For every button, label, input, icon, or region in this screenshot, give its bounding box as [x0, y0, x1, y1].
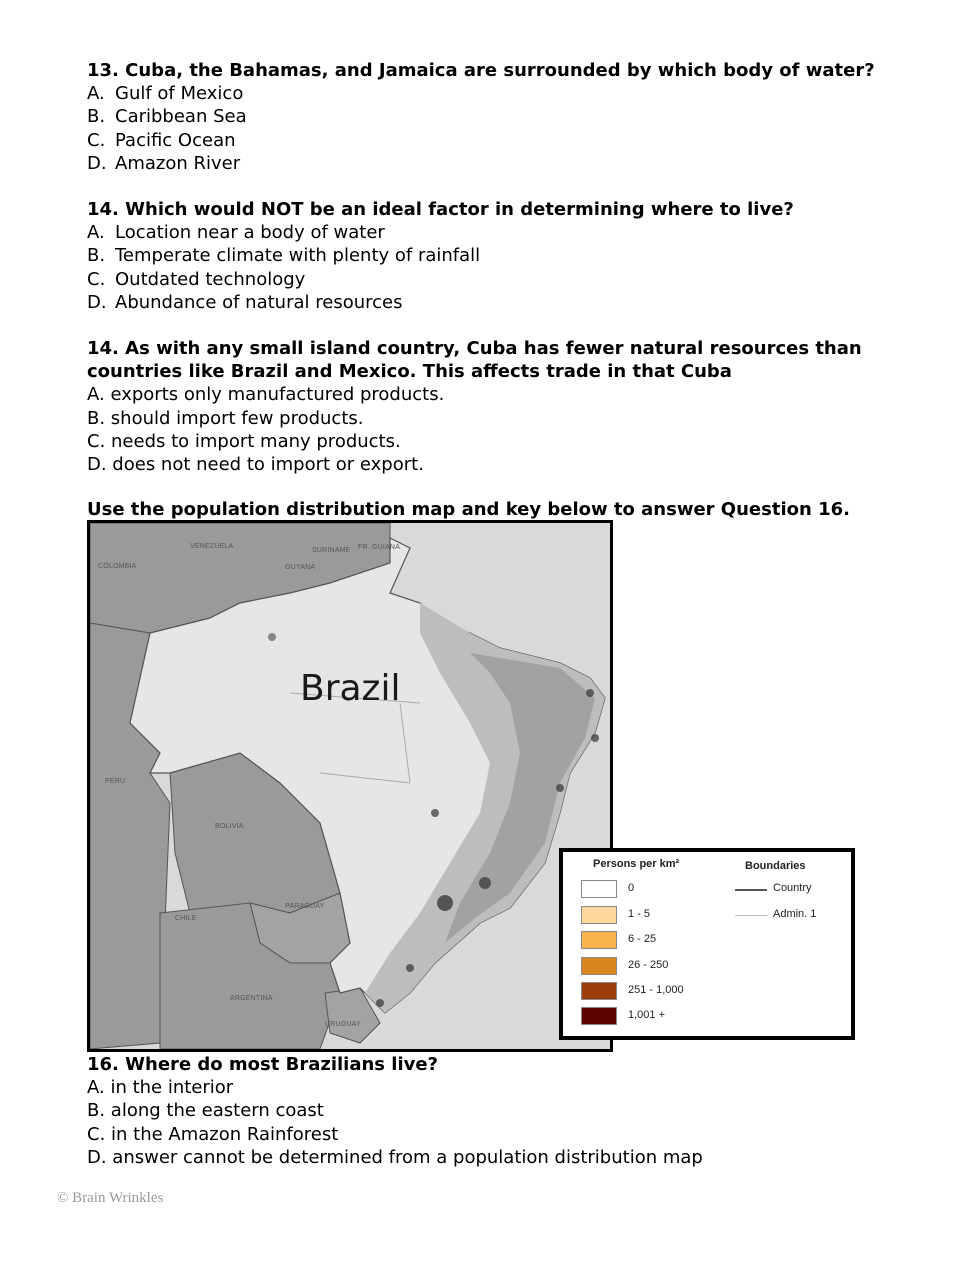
- label-venezuela: VENEZUELA: [190, 543, 234, 550]
- question-13-option-a: A. Gulf of Mexico: [87, 83, 244, 105]
- map-legend: [559, 848, 855, 1040]
- legend-swatch: [581, 880, 617, 898]
- label-colombia: COLOMBIA: [98, 563, 137, 570]
- legend-class-label: 1,001 +: [628, 1009, 666, 1021]
- question-16-option-a: A. in the interior: [87, 1077, 234, 1099]
- question-13: [87, 59, 875, 175]
- legend-swatch: [581, 1007, 617, 1025]
- legend-boundary-label: Country: [773, 882, 812, 894]
- question-16: [87, 1053, 703, 1169]
- label-fr-guiana: FR. GUIANA: [358, 544, 401, 551]
- copyright-footer: © Brain Wrinkles: [57, 1190, 164, 1206]
- label-suriname: SURINAME: [312, 547, 351, 554]
- city-cluster-brasilia: [431, 809, 439, 817]
- question-14-ideal-factor: [87, 198, 794, 314]
- population-distribution-map: [87, 520, 613, 1052]
- label-peru: PERU: [105, 778, 126, 785]
- city-cluster-recife: [591, 734, 599, 742]
- label-guyana: GUYANA: [285, 564, 316, 571]
- question-13-option-b: B. Caribbean Sea: [87, 106, 247, 128]
- legend-class-label: 251 - 1,000: [628, 984, 684, 996]
- label-argentina: ARGENTINA: [230, 995, 273, 1002]
- question-14b-option-b: B. should import few products.: [87, 407, 364, 429]
- city-cluster-porto-alegre: [376, 999, 384, 1007]
- legend-class-label: 26 - 250: [628, 959, 669, 971]
- legend-class-label: 1 - 5: [628, 908, 651, 920]
- legend-swatch: [581, 957, 617, 975]
- label-chile: CHILE: [175, 915, 197, 922]
- label-bolivia: BOLIVIA: [215, 823, 244, 830]
- question-14-cuba-trade: [87, 337, 947, 476]
- legend-boundary-line: [735, 889, 767, 891]
- question-14b-stem: 14. As with any small island country, Cuba has fewer natural resources than countries like Brazil and Mexico. This affects trade in that Cuba: [87, 338, 862, 383]
- legend-boundary-line: [735, 915, 767, 916]
- legend-swatch: [581, 906, 617, 924]
- question-16-option-c: C. in the Amazon Rainforest: [87, 1123, 339, 1145]
- question-16-option-d: D. answer cannot be determined from a population distribution map: [87, 1146, 703, 1168]
- question-14a-option-b: B. Temperate climate with plenty of rainfall: [87, 245, 481, 267]
- legend-boundary-label: Admin. 1: [773, 908, 817, 920]
- city-cluster-fortaleza: [586, 689, 594, 697]
- question-14b-option-d: D. does not need to import or export.: [87, 454, 424, 476]
- city-cluster-salvador: [556, 784, 564, 792]
- legend-density-title: Persons per km²: [593, 858, 680, 870]
- question-14a-stem: 14. Which would NOT be an ideal factor in determining where to live?: [87, 199, 794, 220]
- legend-class-label: 0: [628, 882, 635, 894]
- label-paraguay: PARAGUAY: [285, 903, 325, 910]
- question-14a-option-a: A. Location near a body of water: [87, 222, 385, 244]
- question-13-stem: 13. Cuba, the Bahamas, and Jamaica are surrounded by which body of water?: [87, 60, 875, 81]
- question-16-option-b: B. along the eastern coast: [87, 1100, 324, 1122]
- legend-boundaries-title: Boundaries: [745, 860, 806, 872]
- map-graphic: [90, 523, 610, 1049]
- city-cluster-manaus: [268, 633, 276, 641]
- city-cluster-south: [406, 964, 414, 972]
- question-14a-option-d: D. Abundance of natural resources: [87, 291, 403, 313]
- question-13-option-c: C. Pacific Ocean: [87, 129, 236, 151]
- question-14b-option-c: C. needs to import many products.: [87, 430, 401, 452]
- map-instructions: Use the population distribution map and key below to answer Question 16.: [87, 499, 850, 520]
- question-14b-option-a: A. exports only manufactured products.: [87, 384, 445, 406]
- question-13-option-d: D. Amazon River: [87, 152, 241, 174]
- question-14a-option-c: C. Outdated technology: [87, 268, 306, 290]
- city-cluster-sao-paulo: [437, 895, 453, 911]
- label-brazil: Brazil: [300, 668, 401, 709]
- legend-class-label: 6 - 25: [628, 933, 657, 945]
- legend-swatch: [581, 931, 617, 949]
- label-uruguay: URUGUAY: [325, 1021, 361, 1028]
- city-cluster-rio: [479, 877, 491, 889]
- question-16-stem: 16. Where do most Brazilians live?: [87, 1054, 438, 1075]
- legend-swatch: [581, 982, 617, 1000]
